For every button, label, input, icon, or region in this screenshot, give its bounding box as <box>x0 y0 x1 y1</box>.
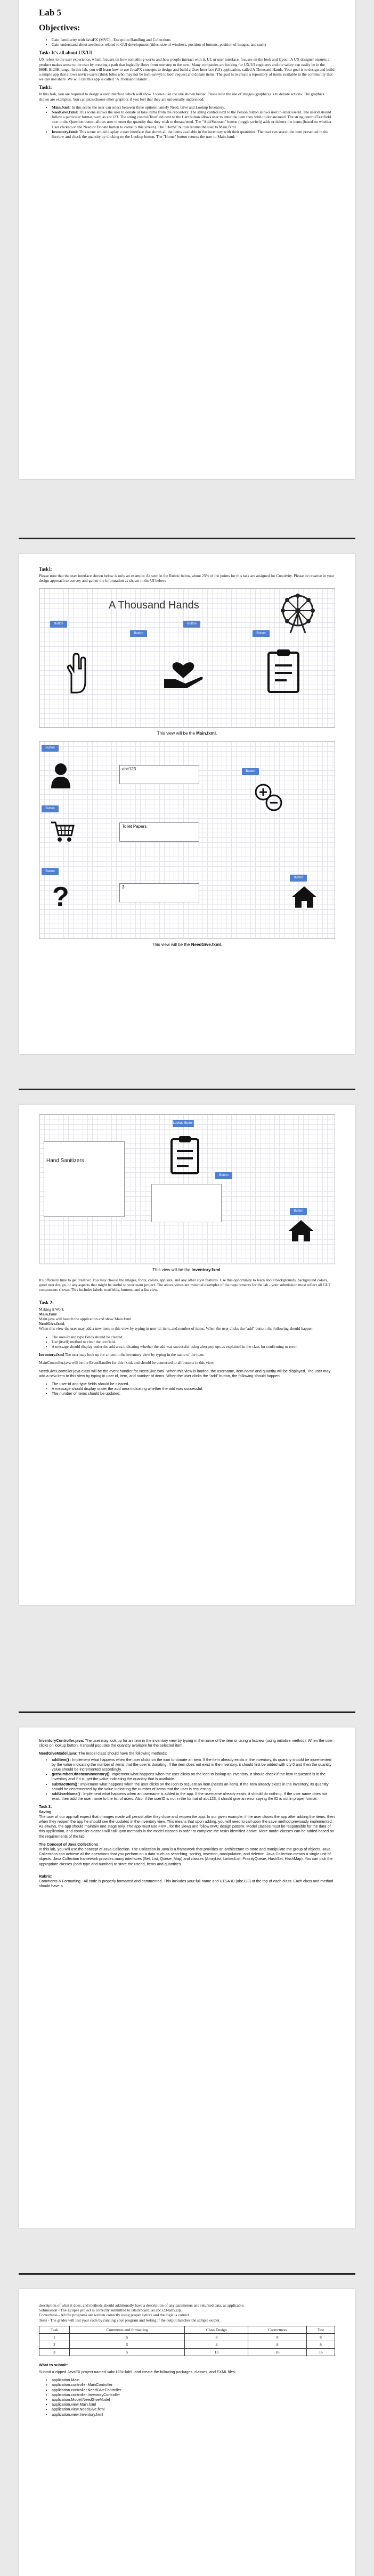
table-cell: 5 <box>70 2333 185 2341</box>
page-separator <box>19 2273 355 2275</box>
task2-line <box>39 1312 335 1316</box>
need-button[interactable]: Button <box>50 621 67 628</box>
caption-suffix: . <box>216 731 217 736</box>
saving-text: The user of our app will expect that changes made will persist after they close and reopen the app. In our given example, if the user closes the app after adding the items, then when they reopen the app he should see the updates in the inventory view. This means that upon adding, you will need to call upon the save method previously implemented. As always, the app should maintain one stage only. The app must use FXML for the views and follow MVC design pattern. Model classes must be responsible for the data of this application, and controller classes will call upon methods in the model classes in order to complete the tasks identified above. More model classes can be added based on the requirements of the lab. <box>39 1814 335 1839</box>
add-subtract-button[interactable]: Button <box>242 768 259 775</box>
files-list <box>39 2377 335 2417</box>
needgive-intro: When this view the user may add a new item to this view by typing in user id, item, and number of items. When the user clicks the "add" button, the following should happen: <box>39 1326 314 1331</box>
task2-main-fxml: Main.fxml <box>39 1311 57 1316</box>
add-subtract-icon <box>253 781 284 813</box>
method-name: addItem() <box>52 1757 69 1762</box>
inventorycontroller-name: InventoryController.java: <box>39 1738 84 1743</box>
donate-heart-icon <box>162 647 205 690</box>
list-item[interactable]: Hand Sanitizers <box>46 1158 84 1164</box>
needgive-heading-text: NeedGive.fxml. <box>39 1321 65 1327</box>
method-text: : Implement what happens when the user clicks on the icon to lookup an inventory. It should check if the item requested is in the inventory and if it is, get the value indicating the quantity that is available. <box>52 1772 326 1782</box>
method-item <box>52 1782 335 1791</box>
lookup-action-button[interactable]: Button <box>215 1172 232 1179</box>
file-item: • application.view.NeedGive.fxml <box>52 2407 335 2412</box>
person-icon <box>50 763 71 788</box>
ferris-wheel-icon <box>277 591 319 634</box>
userid-field[interactable]: abc123 <box>119 765 199 784</box>
home-button[interactable]: Button <box>290 875 307 882</box>
table-row <box>39 2348 335 2356</box>
page-2 <box>19 554 355 1054</box>
inventorycontroller-text: The user may look up for an item in the inventory view by typing in the name of the item or using a listview (using initialize method). When the user clicks on lookup button, it should populate the quantity available for the selected item. <box>39 1738 333 1748</box>
method-text: : Implement what happens when the user clicks on the icon to request an item (needs an item). If the item already exists in the inventory, its quantity should be decremented by the value indicating the number of items that the user is requesting. <box>52 1781 329 1791</box>
task1-heading: Task1: <box>39 85 53 90</box>
method-name: addUserName() <box>52 1791 80 1797</box>
needgivecontroller-text: NeedGiveController.java class will be the event handler for NeedGive.fxml. When this view is loaded, the username, item name and quantity will be displayed. The user may add a new item to this view by typing in user id, item, and number of items. When the user clicks the "add" button, the following should happen: <box>39 1368 331 1378</box>
inventory-line-text: The user may look up for a item in the inventory view by typing in the name of the item. <box>64 1352 205 1357</box>
file-item: • application.controller.InventoryController <box>52 2392 335 2397</box>
table-cell: 2 <box>39 2341 70 2348</box>
maincontroller-text: MainController.java will be the EventHandler for this fxml, and should be connected to all buttons in this view. <box>39 1360 215 1365</box>
lookup-inventory-button[interactable]: Button <box>253 630 270 637</box>
what-to-submit-block <box>39 2363 335 2417</box>
objectives-list <box>39 37 335 47</box>
needgive-bullet: • A message should display under the add area indicating whether the add was successful using alert-pop ups as explained in the class for confirming or error. <box>52 1344 335 1349</box>
inventory-line <box>39 1352 335 1357</box>
objectives-heading: Objectives: <box>39 23 80 32</box>
caption-file: NeedGive.fxml <box>191 942 221 948</box>
inventory-listview[interactable] <box>44 1141 125 1217</box>
bullet-text: This scene allows the user to donate or take items from the repository. The string control next to the Person button allows user to enter userid. The userid should follow a particular format, such as abc123. The string control/Textfield next to the Cart button allows user to enter the item they wish to donate/need. The string control/Textfield next to the Question button allows user to enter the quantity that they wish to donate/need. The "Add/Subtract" button (toggle switch) adds or deletes the items (based on whether User clicked on the Need or Donate button to come to this screen). The "Home" button returns the user to Main.fxml. <box>52 110 332 129</box>
rubric-heading <box>39 1874 335 1879</box>
creativity-paragraph: It's officially time to get creative! You may choose the images, fonts, colors, app size, and any other style features. Use this opportunity to learn about backgrounds, background colors, good user design, or any aspects that might be useful to your team project. The above views are minimal examples of the requirements for the lab - your submission must reflect all GUI components shown. This includes labels, textfields, buttons, and a list view. <box>39 1278 330 1293</box>
quantity-display <box>151 1184 222 1222</box>
file-item: • application.controller.MainController <box>52 2382 335 2387</box>
needgivemodel-name: NeedGiveModel.java: <box>39 1751 78 1756</box>
table-cell: 3 <box>39 2348 70 2356</box>
table-cell: 1 <box>39 2333 70 2341</box>
main-view-mock <box>39 588 335 728</box>
page-5 <box>19 2289 355 2576</box>
question-button[interactable]: Button <box>42 868 59 875</box>
table-cell: 8 <box>248 2333 307 2341</box>
bullet-text: In this scene the user can select between three options namely Need, Give and Lookup Inventory. <box>70 104 225 110</box>
file-item: • application.Main <box>52 2377 335 2382</box>
method-item <box>52 1757 335 1772</box>
task2-line: Making it Work <box>39 1306 64 1312</box>
needgivecontroller-bullet: • The number of items should be updated. <box>52 1391 335 1396</box>
item-field[interactable]: Toilet Papers <box>119 822 199 842</box>
file-item: • application.Model.NeedGiveModel <box>52 2397 335 2402</box>
needgivecontroller-bullets <box>39 1381 335 1396</box>
table-cell: 8 <box>248 2341 307 2348</box>
table-header: Test <box>307 2326 335 2333</box>
file-item: • application.controller.NeedGiveController <box>52 2388 335 2392</box>
lab-title: Lab 5 <box>39 7 62 18</box>
table-cell: 5 <box>70 2348 185 2356</box>
bullet-term: NeedGive.fxml: <box>52 110 78 115</box>
table-header: Correctness <box>248 2326 307 2333</box>
needgive-bullets <box>39 1335 335 1349</box>
bullet-text: This scene would display a user interface that shows all the items available in the inventory with their quantities. The user can search the item presented in the listview and check the quantity by clicking on the Lookup button. The "Home" button returns the user to Main.fxml. <box>52 129 328 139</box>
middle-button[interactable]: Button <box>183 621 200 628</box>
table-cell: 16 <box>307 2348 335 2356</box>
inventory-view-mock <box>39 1114 335 1264</box>
collections-text: In this lab, you will use the concept of Java Collection. The Collection in Java is a framework that provides an architecture to store and manipulate the group of objects. Java Collections can achieve all the operations that you perform on a data such as searching, sorting, insertion, manipulation, and deletion. Java Collection means a single unit of objects. Java Collection framework provides many interfaces (Set, List, Queue, Map) and classes (ArrayList, LinkedList, PriorityQueue, HashSet, HashMap). You can pick the appropriate classes (both type and number) to store the userid, items and quantities. <box>39 1847 333 1866</box>
quantity-field[interactable]: 3 <box>119 883 199 902</box>
task3-heading-text: Task 3: <box>39 1804 52 1809</box>
table-header: Task <box>39 2326 70 2333</box>
needgivecontroller-bullet: • A message should display under the add area indicating whether the add was successful. <box>52 1386 335 1391</box>
task1-bullet <box>52 105 335 110</box>
table-cell: 4 <box>185 2341 248 2348</box>
question-icon: ? <box>52 882 69 913</box>
inventory-line-label: Inventory.fxml <box>39 1352 64 1357</box>
lookup-button[interactable]: Lookup Button <box>173 1120 194 1127</box>
home-button[interactable]: Button <box>290 1208 307 1215</box>
task3-heading <box>39 1804 335 1809</box>
method-text: : Implement what happens when an username is added in the app. If the username already exists, it should do nothing. If the user name does not exist, then add the user name to the list of users. Also, if the userID is not in the format of abc123, it should give an error saying the ID is not in proper format. <box>52 1791 328 1801</box>
hand-icon <box>61 653 93 695</box>
task1-paragraph: In this task, you are required to design a user interface which will show 3 views like the one shown below. Please note the use of images (graphics) is to denote actions. The graphics shown are examples. You can pick/choose other graphics if you feel that they are universally understood. <box>39 92 324 102</box>
table-cell: 8 <box>307 2333 335 2341</box>
table-cell: 16 <box>248 2348 307 2356</box>
rubric-cont: description of what it does, and methods should additionally have a description of any parameters and returned data, as applicable. <box>39 2303 245 2308</box>
inventorycontroller-para <box>39 1738 335 1748</box>
give-button[interactable]: Button <box>130 630 147 637</box>
rubric-heading-text: Rubric: <box>39 1873 53 1879</box>
app-title: A Thousand Hands <box>109 599 199 612</box>
inventory-view-caption <box>39 1268 335 1272</box>
table-header-row <box>39 2326 335 2333</box>
table-cell: 8 <box>307 2341 335 2348</box>
objective-item: • Gain familiarity with JavaFX (MVC) , Exception Handling and Collections <box>52 37 335 42</box>
what-heading-text: What to submit: <box>39 2362 68 2367</box>
what-heading <box>39 2363 335 2367</box>
table-header: Comments and formatting <box>70 2326 185 2333</box>
task-uxui-heading: Task: It's all about UX/UI <box>39 50 92 56</box>
needgivecontroller-bullet: • The user-id and type fields should be cleared. <box>52 1381 335 1386</box>
page-3 <box>19 1105 355 1605</box>
objective-item: • Gain understand about aesthetics related to GUI development (titles, size of windows, position of buttons, position of images, and such) <box>52 42 335 47</box>
needgive-bullet: • Use (itself) method to clear the textfield. <box>52 1339 335 1344</box>
caption-file: Inventory.fxml <box>191 1268 221 1272</box>
tests-line: Tests - The grader will test your code by running your program and testing if the output matches the sample output. <box>39 2317 221 2323</box>
table-header: Class Design <box>185 2326 248 2333</box>
caption-text: This view will be the <box>152 942 191 948</box>
main-view-caption <box>39 731 335 736</box>
needgivemodel-para <box>39 1751 335 1756</box>
needgivemodel-text: The model class should have the following methods: <box>77 1751 167 1756</box>
needgivecontroller-block <box>39 1369 335 1396</box>
caption-text: This view will be the <box>152 1268 192 1272</box>
method-name: getNumberOfItemsInInventory() <box>52 1772 110 1777</box>
file-item: • application.view.Inventory.fxml <box>52 2412 335 2417</box>
task1-heading-2: Task1: <box>39 566 53 572</box>
method-name: subtractItem() <box>52 1781 77 1787</box>
bullet-term: Main.fxml: <box>52 104 71 110</box>
cart-icon <box>50 820 75 843</box>
home-icon <box>291 885 318 909</box>
model-methods <box>39 1757 335 1801</box>
table-row <box>39 2333 335 2341</box>
page-separator <box>19 1711 355 1713</box>
correctness-line: Correctness - All the programs are written correctly using proper syntax and the logic is correct. <box>39 2312 190 2318</box>
task2-line: Main.java will launch the application and show Main.fxml. <box>39 1316 133 1322</box>
rubric-table <box>39 2326 335 2356</box>
file-item: • application.view.Main.fxml <box>52 2402 335 2407</box>
method-item <box>52 1772 335 1781</box>
caption-suffix: . <box>221 942 222 948</box>
needgive-heading <box>39 1321 335 1326</box>
clipboard-icon <box>263 647 306 695</box>
page-1 <box>19 0 355 479</box>
needgive-bullet: • The user-id and type fields should be cleared. <box>52 1335 335 1339</box>
task1-paragraph-2: Please note that the user interface shown below is only an example. As seen in the Rubric below, about 25% of the points for this task are assigned for Creativity. Please be creative in your design approach to convey and gather the information as shown in the UI below: <box>39 573 335 583</box>
uxui-paragraph: UX refers to the user experience, which focuses on how something works and how people interact with it. UI, or user interface, focuses on the look and layout. A UX designer ensures a product makes sense to the user by creating a path that logically flows from one step to the next. Many companies are looking for UX/UI engineers and the salary can easily be in the $60K-$120K range. In this lab, you will learn how to use JavaFX concepts to design and build a User Interface (UI) application, called A Thousand Hands. Your goal is to design and build a simple app that allows novice users (think folks who may not be tech-savvy) to both request and donate items. The goal is to create a repository of items available in the community that we can use/share. We will call this app is called "A Thousand Hands". <box>39 57 335 82</box>
collections-heading-text: The Concept of Java Collections <box>39 1841 99 1847</box>
task2-heading: Task 2: <box>39 1299 54 1305</box>
task1-bullet <box>52 129 335 139</box>
what-text: Submit a zipped JavaFX project named <abc123>-lab5, and create the following packages, classes, and FXML files: <box>39 2369 236 2375</box>
method-item <box>52 1791 335 1801</box>
table-cell: 13 <box>185 2348 248 2356</box>
table-cell: 8 <box>185 2333 248 2341</box>
collections-heading <box>39 1842 335 1847</box>
clipboard-icon <box>167 1134 205 1176</box>
page-4 <box>19 1727 355 2228</box>
task1-bullet <box>52 110 335 129</box>
needgive-view-mock <box>39 741 335 939</box>
table-row <box>39 2341 335 2348</box>
method-text: : Implement what happens when the user clicks on the icon to donate an item. If the item already exists in the inventory, its quantity should be incremented by the value indicating the number of items that the user is donating. If the item does not exist in the inventory, it should first be added with qty 0 and then the quantity value should be incremented accordingly. <box>52 1757 332 1772</box>
bullet-term: Inventory.fxml: <box>52 129 78 134</box>
rubric-text: Comments & Formatting - All code is properly formatted and commented. This includes your full name and UTSA ID (abc123) at the top of each class. Each class and method should have a <box>39 1879 334 1889</box>
page-separator <box>19 1089 355 1090</box>
user-button[interactable]: Button <box>42 745 59 752</box>
caption-file: Main.fxml <box>196 731 216 736</box>
saving-heading <box>39 1809 335 1814</box>
caption-suffix: . <box>220 1268 222 1272</box>
saving-heading-text: Saving <box>39 1809 52 1814</box>
caption-text: This view will be the <box>157 731 197 736</box>
cart-button[interactable]: Button <box>42 805 59 812</box>
table-cell: 5 <box>70 2341 185 2348</box>
page-separator <box>19 538 355 539</box>
needgive-view-caption <box>39 942 335 947</box>
submission-line: Submission - The Eclipse project is correctly submitted to Blackboard, as abc123-lab5.zip. <box>39 2308 182 2313</box>
home-icon <box>288 1219 314 1242</box>
task1-bullets <box>39 105 335 139</box>
